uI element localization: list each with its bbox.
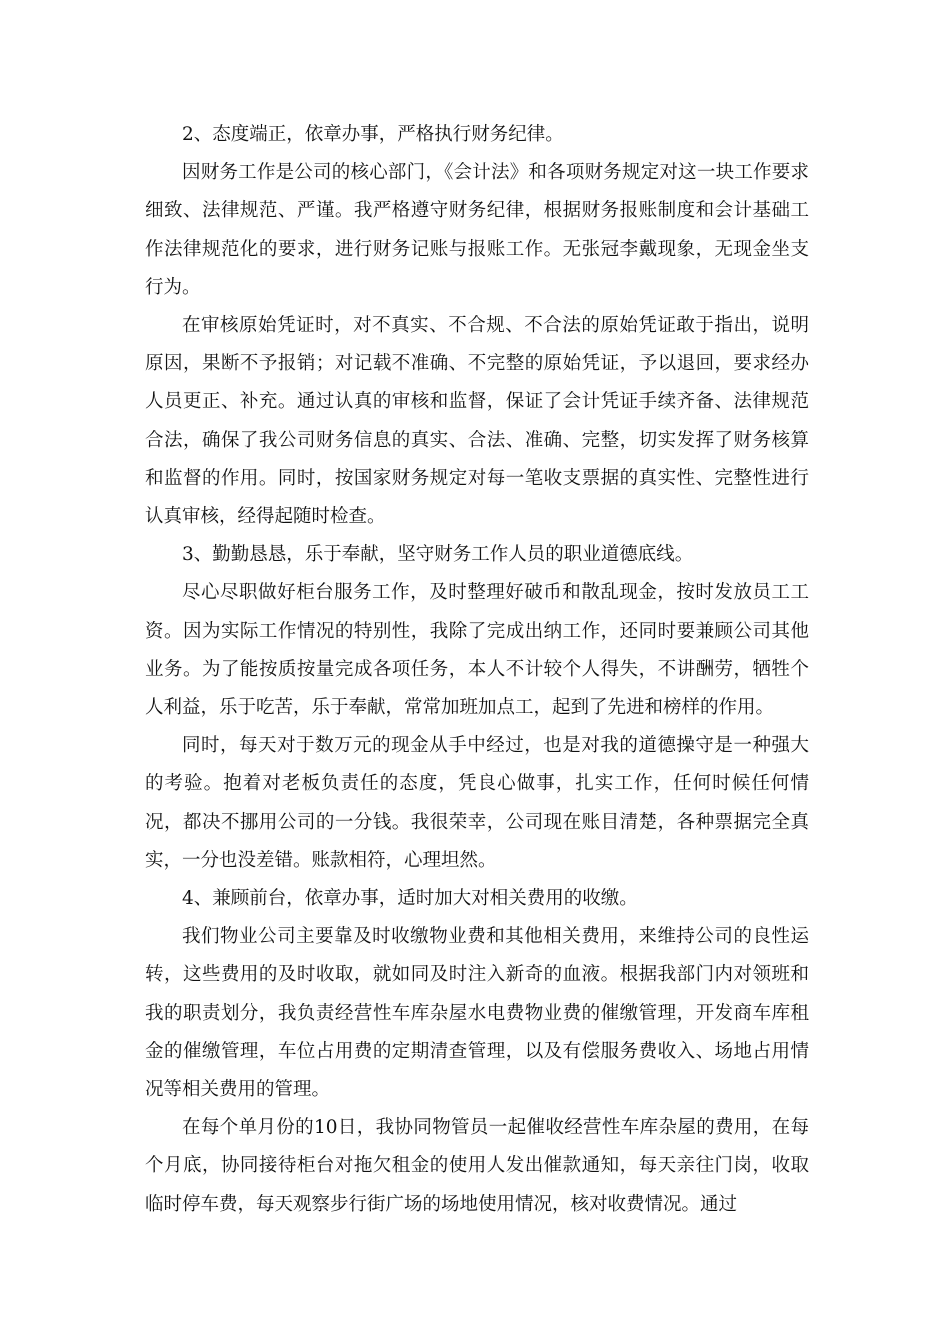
paragraph: 在审核原始凭证时，对不真实、不合规、不合法的原始凭证敢于指出，说明原因，果断不予报销；对记载不准确、不完整的原始凭证，予以退回，要求经办人员更正、补充。通过认真的审核和监督，保证了会计凭证手续齐备、法律规范合法，确保了我公司财务信息的真实、合法、准确、完整，切实发挥了财务核算和监督的作用。同时，按国家财务规定对每一笔收支票据的真实性、完整性进行认真审核，经得起随时检查。 — [145, 315, 809, 528]
paragraph: 同时，每天对于数万元的现金从手中经过，也是对我的道德操守是一种强大的考验。抱着对老板负责任的态度，凭良心做事，扎实工作，任何时候任何情况，都决不挪用公司的一分钱。我很荣幸，公司现在账目清楚，各种票据完全真实，一分也没差错。账款相符，心理坦然。 — [145, 735, 809, 871]
section-heading-4: 4、兼顾前台，依章办事，适时加大对相关费用的收缴。 — [182, 888, 638, 910]
paragraph: 在每个单月份的10日，我协同物管员一起催收经营性车库杂屋的费用，在每个月底，协同接待柜台对拖欠租金的使用人发出催款通知，每天亲往门岗，收取临时停车费，每天观察步行街广场的场地使用情况，核对收费情况。通过 — [145, 1117, 809, 1215]
paragraph: 我们物业公司主要靠及时收缴物业费和其他相关费用，来维持公司的良性运转，这些费用的及时收取，就如同及时注入新奇的血液。根据我部门内对领班和我的职责划分，我负责经营性车库杂屋水电费物业费的催缴管理，开发商车库租金的催缴管理，车位占用费的定期清查管理，以及有偿服务费收入、场地占用情况等相关费用的管理。 — [145, 926, 809, 1101]
section-heading-2: 2、态度端正，依章办事，严格执行财务纪律。 — [182, 124, 564, 145]
section-heading-3: 3、勤勤恳恳，乐于奉献，坚守财务工作人员的职业道德底线。 — [182, 544, 694, 566]
document-body — [145, 116, 809, 1224]
paragraph: 尽心尽职做好柜台服务工作，及时整理好破币和散乱现金，按时发放员工工资。因为实际工作情况的特别性，我除了完成出纳工作，还同时要兼顾公司其他业务。为了能按质按量完成各项任务，本人不计较个人得失，不讲酬劳，牺牲个人利益，乐于吃苦，乐于奉献，常常加班加点工，起到了先进和榜样的作用。 — [145, 582, 809, 719]
paragraph: 因财务工作是公司的核心部门，《会计法》和各项财务规定对这一块工作要求细致、法律规范、严谨。我严格遵守财务纪律，根据财务报账制度和会计基础工作法律规范化的要求，进行财务记账与报账工作。无张冠李戴现象，无现金坐支行为。 — [145, 162, 809, 298]
